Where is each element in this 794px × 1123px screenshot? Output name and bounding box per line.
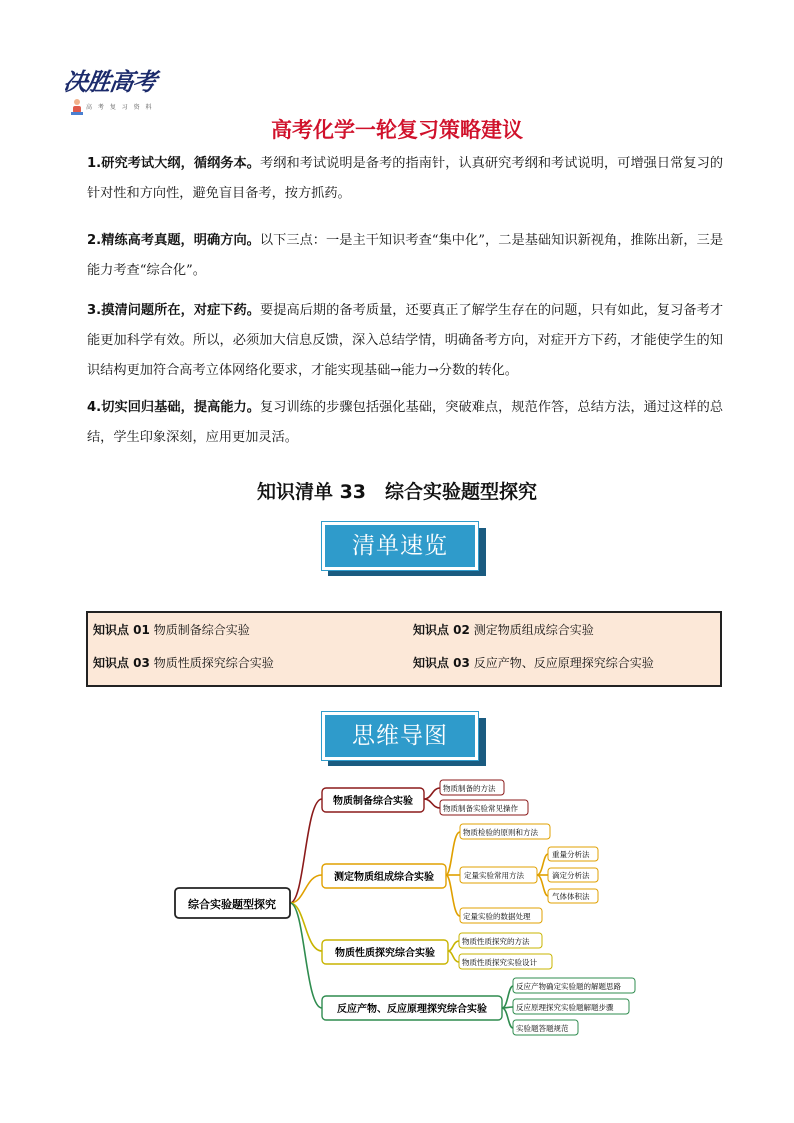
mindmap-leaf-label: 滴定分析法 [552, 871, 590, 880]
connector [424, 799, 440, 808]
knowledge-point-tag: 知识点 03 [413, 656, 470, 670]
knowledge-point-tag: 知识点 02 [413, 623, 470, 637]
knowledge-point-tag: 知识点 03 [93, 656, 150, 670]
connector [290, 903, 322, 951]
connector [424, 788, 440, 799]
mindmap-branch-label: 物质制备综合实验 [333, 796, 413, 807]
connector [446, 832, 460, 875]
mindmap-leaf-label: 气体体积法 [552, 892, 590, 901]
advice-heading: 2.精练高考真题，明确方向。 [87, 233, 260, 248]
section-title: 知识清单 33 综合实验题型探究 [256, 481, 538, 503]
knowledge-point-text: 测定物质组成综合实验 [473, 623, 594, 637]
mindmap-leaf-label: 物质检验的原则和方法 [463, 828, 538, 837]
advice-heading: 4.切实回归基础，提高能力。 [87, 400, 260, 415]
knowledge-point-item [93, 654, 274, 671]
mindmap-leaf-label: 实验题答题规范 [516, 1024, 569, 1033]
advice-body: 要提高后期的备考质量，还要真正了解学生存在的问题，只有如此，复习备考才能更加科学有效。所以，必须加大信息反馈，深入总结学情，明确备考方向，对症开方下药，才能使学生的知识结构更加符合高考立体网络化要求，才能实现基础→能力→分数的转化。 [87, 303, 724, 378]
mindmap-leaf-label: 物质性质探究的方法 [462, 937, 530, 946]
mindmap-leaf-label: 重量分析法 [552, 850, 590, 859]
knowledge-point-item [93, 621, 250, 638]
knowledge-point-item [413, 621, 594, 638]
connector [502, 1008, 513, 1028]
advice-paragraph-3 [87, 296, 723, 386]
knowledge-point-item [413, 654, 654, 671]
knowledge-point-text: 物质性质探究综合实验 [153, 656, 274, 670]
knowledge-point-text: 物质制备综合实验 [153, 623, 250, 637]
mind-map [0, 760, 794, 1050]
knowledge-point-list [86, 611, 722, 687]
mindmap-banner [322, 712, 480, 760]
mindmap-leaf-label: 定量实验常用方法 [464, 871, 524, 880]
advice-body: 以下三点：一是主干知识考查“集中化”，二是基础知识新视角，推陈出新，三是能力考查“综合化”。 [87, 233, 724, 278]
connector [537, 854, 548, 875]
mindmap-leaf-label: 反应原理探究实验题解题步骤 [516, 1003, 614, 1012]
mindmap-leaf-label: 物质性质探究实验设计 [462, 958, 537, 967]
connector [448, 941, 459, 951]
overview-banner [322, 522, 480, 570]
logo-tagline: 高 考 复 习 资 料 [86, 104, 154, 111]
mindmap-branch-label: 测定物质组成综合实验 [334, 872, 434, 883]
connector [446, 875, 460, 916]
connector [290, 903, 322, 1008]
knowledge-point-tag: 知识点 01 [93, 623, 150, 637]
connector [537, 875, 548, 896]
advice-paragraph-1 [87, 149, 723, 209]
mindmap-root-label: 综合实验题型探究 [188, 898, 276, 911]
advice-heading: 3.摸清问题所在，对症下药。 [87, 303, 260, 318]
mindmap-leaf-label: 物质制备的方法 [443, 784, 496, 793]
mindmap-leaf-label: 定量实验的数据处理 [463, 912, 531, 921]
advice-body: 考纲和考试说明是备考的指南针，认真研究考纲和考试说明，可增强日常复习的针对性和方向性，避免盲目备考，按方抓药。 [87, 156, 724, 201]
mindmap-leaf-label: 反应产物确定实验题的解题思路 [516, 982, 621, 991]
knowledge-point-text: 反应产物、反应原理探究综合实验 [473, 656, 654, 670]
mindmap-leaf-label: 物质制备实验常见操作 [443, 804, 518, 813]
mindmap-branch-label: 反应产物、反应原理探究综合实验 [337, 1004, 487, 1015]
banner-label: 清单速览 [322, 522, 478, 570]
advice-body: 复习训练的步骤包括强化基础，突破难点，规范作答，总结方法，通过这样的总结，学生印象深刻，应用更加灵活。 [87, 400, 724, 445]
advice-paragraph-2 [87, 226, 723, 286]
mindmap-branch-label: 物质性质探究综合实验 [335, 948, 435, 959]
logo-text: 决胜高考 [61, 68, 158, 96]
advice-paragraph-4 [87, 393, 723, 453]
banner-label: 思维导图 [322, 712, 478, 760]
advice-heading: 1.研究考试大纲，循纲务本。 [87, 156, 260, 171]
connector [502, 986, 513, 1008]
connector [448, 951, 459, 962]
page-title: 高考化学一轮复习策略建议 [271, 118, 523, 142]
